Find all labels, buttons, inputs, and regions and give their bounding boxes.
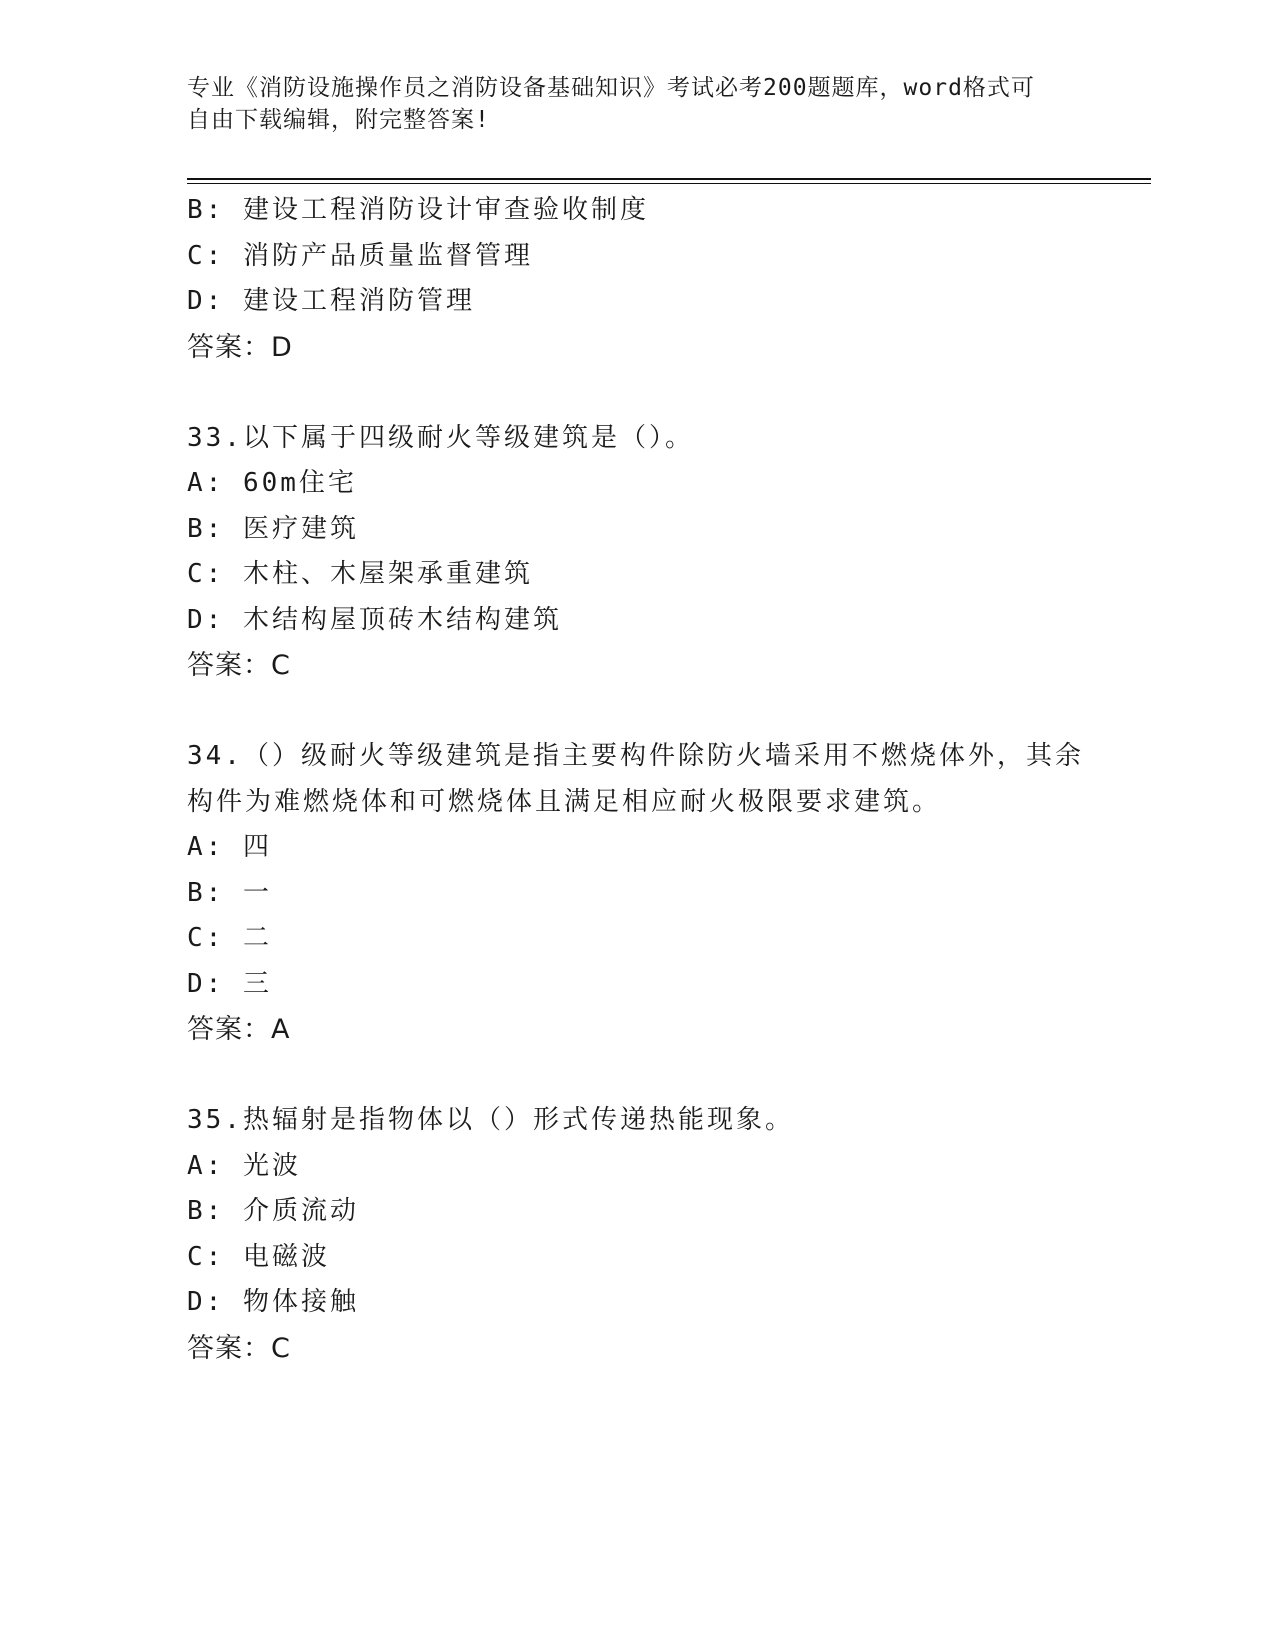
option-c: C: 木柱、木屋架承重建筑	[187, 559, 533, 589]
option-d: D: 木结构屋顶砖木结构建筑	[187, 604, 562, 635]
option-b: B: 一	[187, 877, 272, 908]
option-d: D: 建设工程消防管理	[187, 286, 475, 316]
option-a: A: 四	[187, 832, 272, 862]
question-text-line-1: 34.（）级耐火等级建筑是指主要构件除防火墙采用不燃烧体外，其余	[187, 741, 1084, 771]
answer: 答案：D	[187, 331, 293, 363]
question-text-line-2: 构件为难燃烧体和可燃烧体且满足相应耐火极限要求建筑。	[187, 786, 942, 817]
document-header	[187, 72, 1067, 136]
question-text: 33.以下属于四级耐火等级建筑是（）。	[187, 422, 694, 453]
header-line-1: 专业《消防设施操作员之消防设备基础知识》考试必考200题题库，word格式可	[187, 75, 1035, 101]
header-divider-thin	[187, 183, 1151, 184]
spacer	[187, 370, 1087, 416]
option-d: D: 三	[187, 968, 272, 999]
answer: 答案：C	[187, 1332, 291, 1364]
answer: 答案：A	[187, 1014, 291, 1045]
spacer	[187, 1053, 1087, 1099]
question-33	[187, 416, 1087, 689]
question-list	[187, 188, 1087, 1371]
option-b: B: 介质流动	[187, 1196, 359, 1226]
option-b: B: 医疗建筑	[187, 513, 359, 544]
option-d: D: 物体接触	[187, 1287, 359, 1317]
spacer	[187, 689, 1087, 735]
question-text: 35.热辐射是指物体以（）形式传递热能现象。	[187, 1105, 794, 1135]
option-c: C: 二	[187, 923, 272, 953]
header-divider-thick	[187, 178, 1151, 180]
question-34	[187, 734, 1087, 1053]
option-a: A: 光波	[187, 1150, 301, 1181]
option-a: A: 60m住宅	[187, 468, 357, 498]
option-c: C: 电磁波	[187, 1241, 330, 1272]
option-c: C: 消防产品质量监督管理	[187, 240, 533, 271]
answer: 答案：C	[187, 650, 291, 681]
question-35	[187, 1098, 1087, 1371]
header-line-2: 自由下载编辑，附完整答案!	[187, 107, 490, 133]
option-b: B: 建设工程消防设计审查验收制度	[187, 195, 649, 225]
question-32-continued	[187, 188, 1087, 370]
